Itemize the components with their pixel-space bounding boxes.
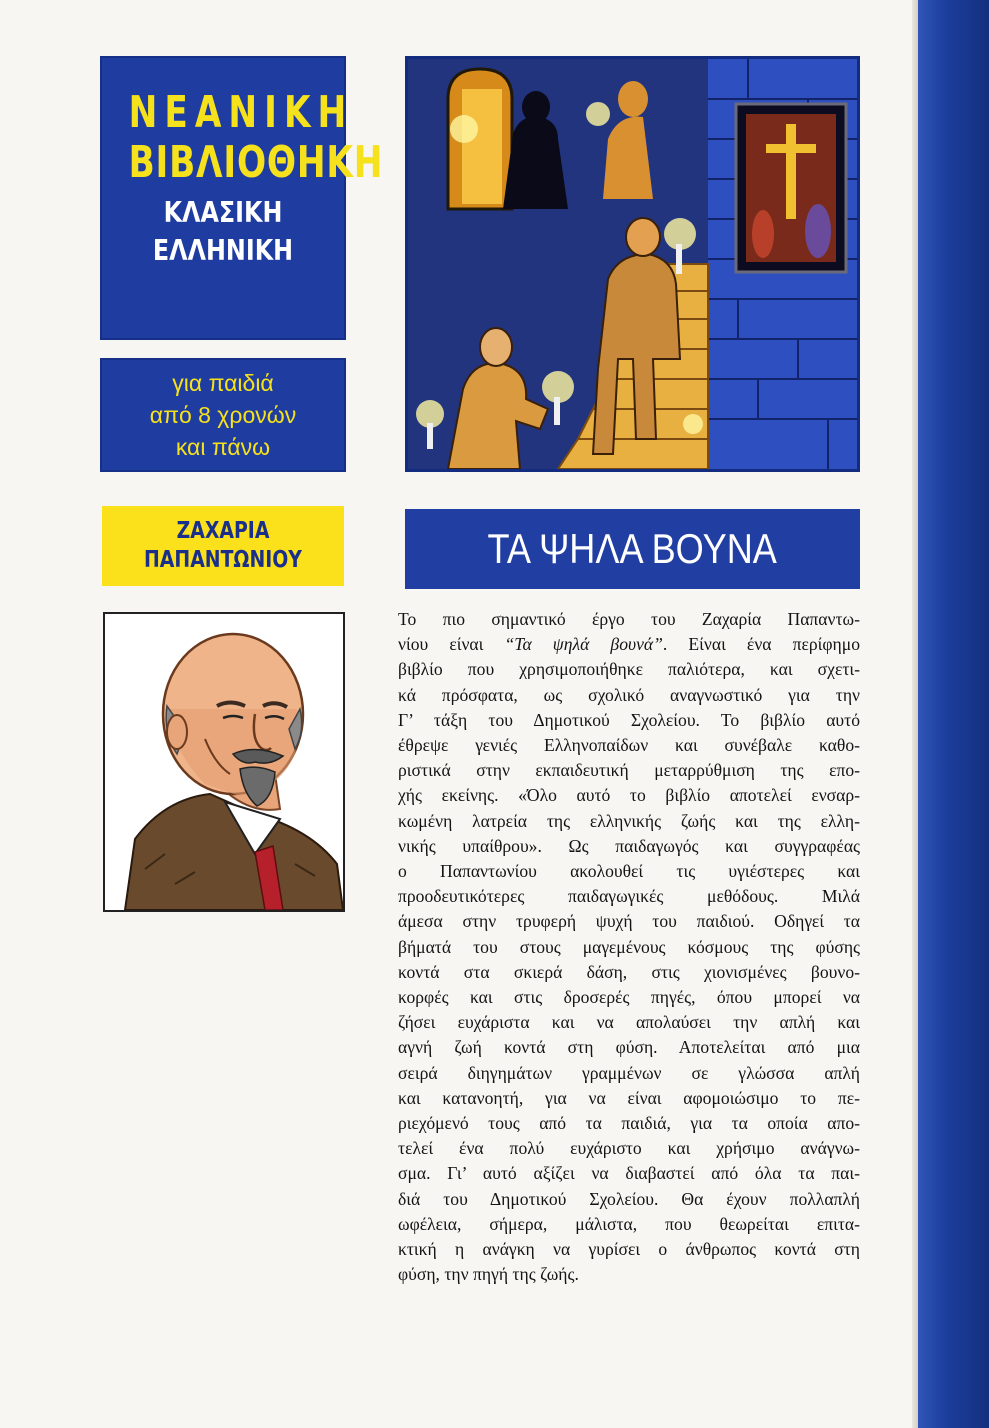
book-title: ΤΑ ΨΗΛΑ ΒΟΥΝΑ [487, 525, 778, 572]
series-title-line2: ΒΙΒΛΙΟΘΗΚΗ [128, 137, 384, 188]
age-line1: για παιδιά [172, 370, 274, 396]
series-label-box [100, 56, 384, 340]
description-line: αγνή ζωή κοντά στη φύση. Αποτελείται από μια [398, 1037, 860, 1058]
age-range-box [100, 358, 346, 472]
description-line: κορφές και στις δροσερές πηγές, όπου μπορεί να [398, 987, 860, 1008]
series-subtitle-line1: ΚΛΑΣΙΚΗ [163, 196, 283, 229]
description-line: σειρά διηγημάτων γραμμένων σε γλώσσα απλή [398, 1062, 860, 1083]
book-description [398, 607, 860, 1287]
book-spine [918, 0, 989, 1428]
description-line: φύση, την πηγή της ζωής. [398, 1264, 579, 1285]
cover-illustration [405, 56, 860, 472]
description-line: ο Παπαντωνίου ακολουθεί τις υγιέστερες και [398, 861, 860, 882]
description-text: . Είναι ένα περίφημο [662, 634, 860, 655]
description-line: τελεί ένα πολύ ευχάριστο και χρήσιμο ανάγνω- [398, 1138, 860, 1159]
description-line: σμα. Γι’ αυτό αξίζει να διαβαστεί από όλα τα παι- [398, 1163, 860, 1184]
age-line2: από 8 χρονών [149, 402, 297, 428]
series-title-line1: ΝΕΑΝΙΚΗ [128, 87, 354, 138]
description-line: διά του Δημοτικού Σχολείου. Θα έχουν πολλαπλή [398, 1188, 860, 1209]
description-line: Το πιο σημαντικό έργο του Ζαχαρία Παπαντω- [398, 609, 860, 629]
description-line: κτική η ανάγκη να γυρίσει ο άνθρωπος κοντά στη [398, 1239, 860, 1260]
description-line: κωμένη λατρεία της ελληνικής ζωής και της ελλη- [398, 810, 860, 831]
author-first-name: ΖΑΧΑΡΙΑ [176, 518, 270, 544]
description-quoted-title: “Τα ψηλά βουνά” [504, 634, 663, 655]
description-line: κοντά στα σκιερά δάση, στις χιονισμένες βουνο- [398, 961, 860, 982]
description-line: και κατανοητή, για να είναι αφομοιώσιμο το πε- [398, 1087, 860, 1108]
description-line: βήματά του στους μαγεμένους κόσμους της φύσης [398, 936, 860, 957]
book-title-box [405, 509, 860, 589]
description-line: βιβλίο που χρησιμοποιήθηκε παλιότερα, και σχετι- [398, 659, 860, 680]
description-line: άμεσα στην τρυφερή ψυχή του παιδιού. Οδηγεί τα [398, 911, 860, 932]
description-line: ζήσει ευχάριστα και να απολαύσει την απλή και [398, 1012, 860, 1033]
description-line: ριστικά στην εκπαιδευτική μεταρρύθμιση της επο- [398, 760, 860, 781]
author-portrait [103, 612, 345, 912]
description-line: χής εκείνης. «Όλο αυτό το βιβλίο αποτελεί ενσαρ- [398, 785, 860, 806]
description-line: ωφέλεια, σήμερα, μάλιστα, που θεωρείται επιτα- [398, 1213, 860, 1234]
description-line: νικής υπαίθρου». Ως παιδαγωγός και συγγραφέας [398, 835, 860, 856]
author-last-name: ΠΑΠΑΝΤΩΝΙΟΥ [144, 547, 302, 573]
author-name-box [102, 506, 344, 586]
age-line3: και πάνω [175, 434, 271, 460]
description-line [398, 632, 860, 657]
description-text: νίου είναι [398, 634, 505, 655]
description-line: Γ’ τάξη του Δημοτικού Σχολείου. Το βιβλίο αυτό [398, 709, 860, 730]
description-line: κά πρόσφατα, ως σχολικό αναγνωστικό για την [398, 684, 860, 705]
description-line: προοδευτικότερες παιδαγωγικές μεθόδους. Μιλά [398, 886, 860, 907]
description-line: έθρεψε γενιές Ελληνοπαίδων και συνέβαλε καθο- [398, 735, 860, 756]
series-subtitle-line2: ΕΛΛΗΝΙΚΗ [152, 234, 294, 267]
description-line: ριεχόμενό τους από τα παιδιά, για τα οποία απο- [398, 1113, 860, 1134]
